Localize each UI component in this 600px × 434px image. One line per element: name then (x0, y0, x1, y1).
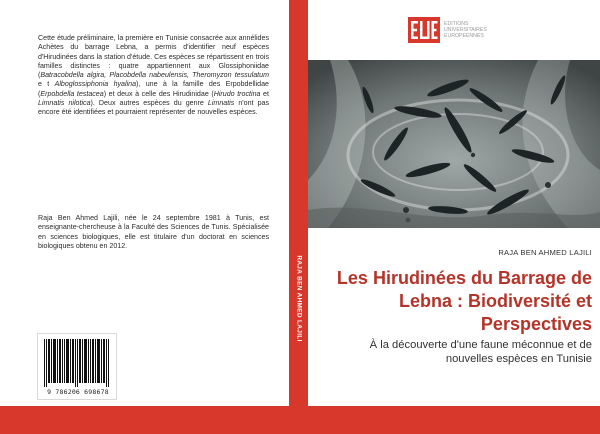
summary-text: ). Deux autres espèces du genre (90, 99, 208, 108)
publisher-line: UNIVERSITAIRES (444, 27, 487, 33)
summary-species-italic: Hirudo troctina (213, 89, 261, 98)
publisher-line: EUROPEENNES (444, 33, 484, 39)
summary-text: n'ont pas encore été identifiées et pourraient représenter de nouvelles espèces. (38, 99, 270, 117)
back-red-band (0, 406, 289, 434)
barcode-icon (44, 339, 110, 387)
summary-text: ), une à la famille des Erpobdellidae ( (38, 80, 270, 98)
back-cover (0, 0, 289, 434)
barcode-block (37, 333, 117, 400)
back-cover-summary (38, 34, 269, 118)
publisher-name (444, 21, 487, 39)
spine (289, 0, 308, 434)
cover-photo (308, 60, 600, 228)
book-title: Les Hirudinées du Barrage de Lebna : Biodiversité et Perspectives (336, 268, 592, 334)
summary-text: Cette étude préliminaire, la première en Tunisie consacrée aux annélides Achètes du barrage Lebna, a permis d'identifier neuf espèces d'Hirudinées dans la station d'étude. Ces espèces se répartissent en trois familles distinctes : quatre appartiennent aux Glossiphoniidae ( (38, 34, 269, 80)
front-author: RAJA BEN AHMED LAJILI (498, 248, 592, 257)
publisher-line: EDITIONS (444, 21, 469, 27)
front-cover (308, 0, 600, 434)
summary-genus-italic: Limnatis (207, 99, 235, 108)
author-bio: Raja Ben Ahmed Lajili, née le 24 septembre 1981 à Tunis, est enseignante-chercheuse à la Faculté des Sciences de Tunis. Spécialisée en sciences biologiques, elle est titulaire d'un doctorat en sciences biologiques obtenu en 2012. (38, 214, 269, 250)
book-subtitle: À la découverte d'une faune méconnue et de nouvelles espèces en Tunisie (369, 339, 592, 365)
summary-species-italic: Erpobdella testacea (40, 89, 104, 98)
summary-text: ) et deux à celle des Hirudinidae ( (103, 89, 214, 98)
summary-text: e t (38, 80, 55, 89)
front-red-band (308, 406, 600, 434)
summary-text: et (260, 89, 269, 98)
summary-species-italic: Alboglossiphonia hyalina (54, 80, 137, 89)
spine-author: RAJA BEN AHMED LAJILI (295, 255, 302, 342)
publisher-logo (408, 17, 518, 43)
eue-logo-icon (408, 17, 440, 43)
summary-species-italic: Limnatis nilotica (38, 99, 91, 108)
summary-species-italic: Batracobdella algira, Placobdella nabeulensis, Theromyzon tessulatum (40, 71, 269, 80)
isbn-digits: 9 786206 698678 (47, 388, 109, 396)
